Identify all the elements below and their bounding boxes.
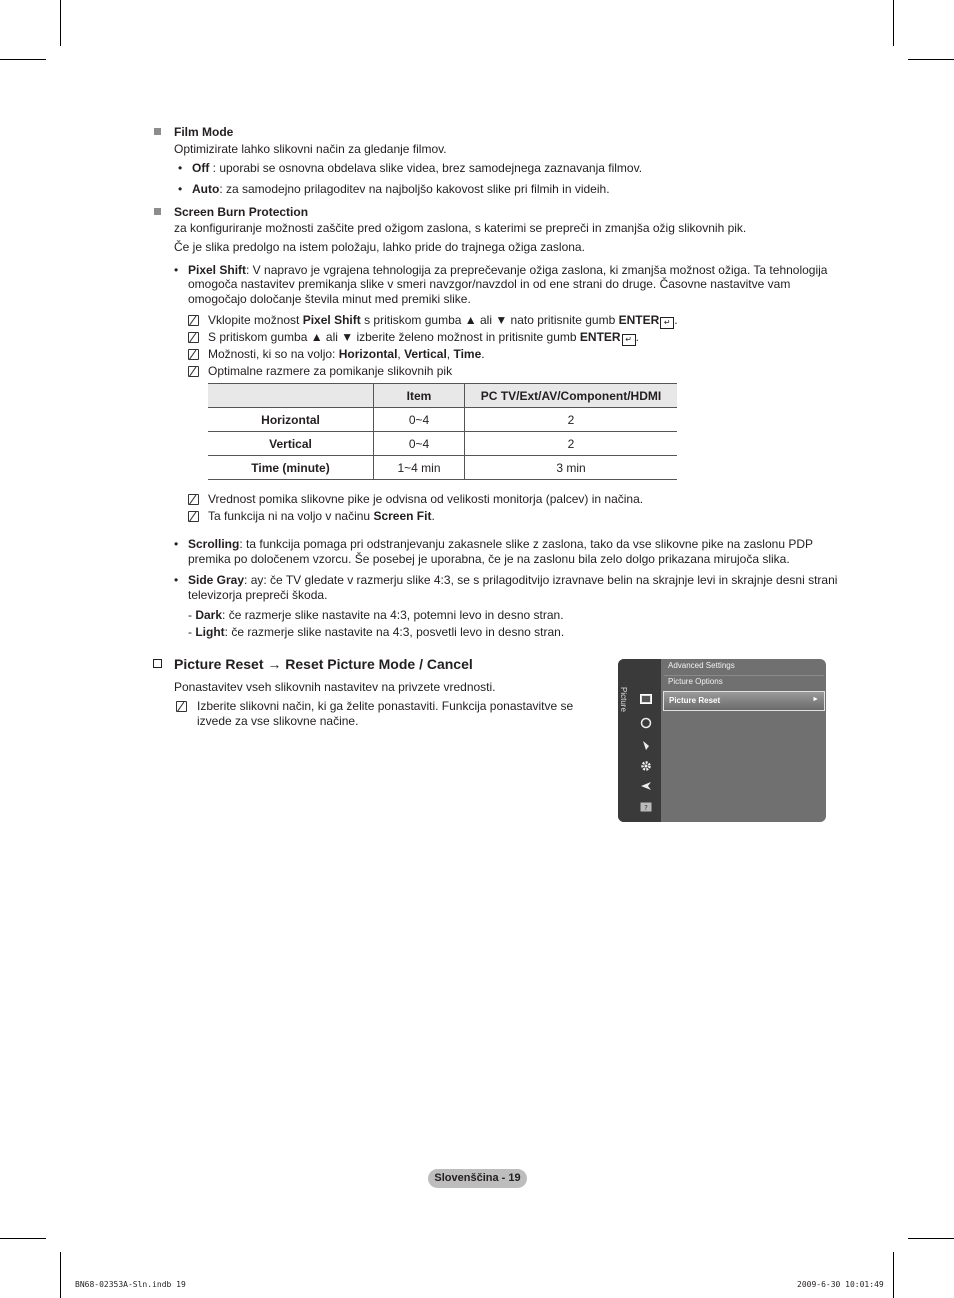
note-icon <box>188 494 199 505</box>
osd-item-picture-options[interactable]: Picture Options <box>668 677 723 686</box>
arrow-right-icon: ► <box>812 696 819 703</box>
svg-text:?: ? <box>644 804 648 812</box>
bullet: • <box>178 182 183 196</box>
table-cell: 0~4 <box>374 408 465 432</box>
bullet: • <box>174 263 179 277</box>
crop-mark <box>908 59 954 60</box>
note-select-option: S pritiskom gumba ▲ ali ▼ izberite želeno možnost in pritisnite gumb ENTER ↵ . <box>208 330 639 344</box>
table-row <box>208 408 677 432</box>
film-mode-title: Film Mode <box>174 125 234 139</box>
scrolling-line2: premika po določenem vzorcu. Še posebej je uporabna, če je na zaslonu bila zelo dolgo prikazana mirujoča slika. <box>188 552 790 566</box>
osd-sidebar <box>618 659 661 822</box>
film-mode-off: Off : uporabi se osnovna obdelava slike videa, brez samodejnega zaznavanja filmov. <box>192 161 643 175</box>
crop-mark <box>60 1252 61 1298</box>
note-icon <box>188 349 199 360</box>
pixel-shift-line2: omogoča nastavitev premikanja slike v smeri navzgor/navzdol in od ene strani do druge. Časovne nastavitve vam <box>188 277 791 291</box>
dash-item-dark: - Dark: če razmerje slike nastavite na 4:3, potemni levo in desno stran. <box>188 608 564 622</box>
bullet: • <box>178 161 183 175</box>
scrolling-line1: Scrolling: ta funkcija pomaga pri odstranjevanju zakasnele slike z zaslona, tako da vse slikovne pike na zaslonu PDP <box>188 537 813 551</box>
note-screen-fit: Ta funkcija ni na voljo v načinu Screen Fit. <box>208 509 435 523</box>
osd-item-picture-reset: Picture Reset <box>669 696 721 705</box>
screen-burn-desc1: za konfiguriranje možnosti zaščite pred ožigom zaslona, s katerimi se prepreči in zmanjša ožig slikovnih pik. <box>174 221 747 235</box>
section-marker <box>154 128 161 135</box>
picture-icon <box>640 694 652 704</box>
note-options: Možnosti, ki so na voljo: Horizontal, Vertical, Time. <box>208 347 485 361</box>
enter-icon: ↵ <box>660 317 674 329</box>
note-icon <box>188 366 199 377</box>
section-marker <box>154 208 161 215</box>
crop-mark <box>60 0 61 46</box>
table-row <box>208 432 677 456</box>
table-cell: 0~4 <box>374 432 465 456</box>
channel-icon <box>640 739 652 749</box>
table-header-row <box>208 384 677 408</box>
pixel-shift-table <box>208 383 677 480</box>
note-pixel-shift-enable: Vklopite možnost Pixel Shift s pritiskom gumba ▲ ali ▼ nato pritisnite gumb ENTER ↵ . <box>208 313 678 327</box>
pixel-shift-line1: Pixel Shift: V napravo je vgrajena tehnologija za preprečevanje ožiga zaslona, ki zmanjša možnost ožiga. Ta tehnologija <box>188 263 828 277</box>
table-row <box>208 456 677 480</box>
table-header <box>208 384 374 408</box>
screen-burn-title: Screen Burn Protection <box>174 205 309 219</box>
page-number-badge: Slovenščina - 19 <box>428 1169 527 1188</box>
input-icon <box>640 781 652 791</box>
table-cell: Horizontal <box>208 408 374 432</box>
note-icon <box>176 701 187 712</box>
table-cell: 2 <box>465 432 678 456</box>
film-mode-desc: Optimizirate lahko slikovni način za gledanje filmov. <box>174 142 447 156</box>
crop-mark <box>0 59 46 60</box>
support-icon <box>640 802 652 812</box>
picture-reset-desc: Ponastavitev vseh slikovnih nastavitev na privzete vrednosti. <box>174 680 496 694</box>
osd-side-label: Picture <box>619 687 628 712</box>
section-checkbox-icon <box>153 659 162 668</box>
dash-item-light: - Light: če razmerje slike nastavite na 4:3, posvetli levo in desno stran. <box>188 625 565 639</box>
imprint-timestamp: 2009-6-30 10:01:49 <box>797 1280 884 1289</box>
bullet: • <box>174 573 179 587</box>
sound-icon <box>640 717 652 727</box>
note-icon <box>188 332 199 343</box>
imprint-file: BN68-02353A-Sln.indb 19 <box>75 1280 186 1289</box>
enter-icon: ↵ <box>622 334 636 346</box>
picture-reset-note-line2: izvede za vse slikovne načine. <box>197 714 359 728</box>
table-cell: Vertical <box>208 432 374 456</box>
note-icon <box>188 511 199 522</box>
osd-selected-row[interactable] <box>663 691 825 711</box>
screen-burn-desc2: Če je slika predolgo na istem položaju, lahko pride do trajnega ožiga zaslona. <box>174 240 585 254</box>
table-cell: 1~4 min <box>374 456 465 480</box>
osd-divider <box>664 675 824 676</box>
tv-osd-menu <box>618 659 826 822</box>
osd-item-advanced-settings[interactable]: Advanced Settings <box>668 661 735 670</box>
crop-mark <box>893 1252 894 1298</box>
film-mode-auto: Auto: za samodejno prilagoditev na najboljšo kakovost slike pri filmih in videih. <box>192 182 610 196</box>
table-cell: 2 <box>465 408 678 432</box>
note-optimal: Optimalne razmere za pomikanje slikovnih pik <box>208 364 453 378</box>
side-gray-line1: Side Gray: ay: če TV gledate v razmerju slike 4:3, se s prilagoditvijo izravnave belin na skrajnje levi in skrajnje desni strani <box>188 573 838 587</box>
setup-gear-icon <box>640 760 652 770</box>
picture-reset-note-line1: Izberite slikovni način, ki ga želite ponastaviti. Funkcija ponastavitve se <box>197 699 574 713</box>
picture-reset-heading: Picture Reset → Reset Picture Mode / Cancel <box>174 656 473 672</box>
crop-mark <box>908 1238 954 1239</box>
table-header: Item <box>374 384 465 408</box>
crop-mark <box>893 0 894 46</box>
crop-mark <box>0 1238 46 1239</box>
table-header: PC TV/Ext/AV/Component/HDMI <box>465 384 678 408</box>
table-cell: 3 min <box>465 456 678 480</box>
side-gray-line2: televizorja prepreči škoda. <box>188 588 328 602</box>
note-icon <box>188 315 199 326</box>
note-pixel-value: Vrednost pomika slikovne pike je odvisna od velikosti monitorja (palcev) in načina. <box>208 492 644 506</box>
bullet: • <box>174 537 179 551</box>
table-cell: Time (minute) <box>208 456 374 480</box>
pixel-shift-line3: omogočajo določanje števila minut med premiki slike. <box>188 292 471 306</box>
